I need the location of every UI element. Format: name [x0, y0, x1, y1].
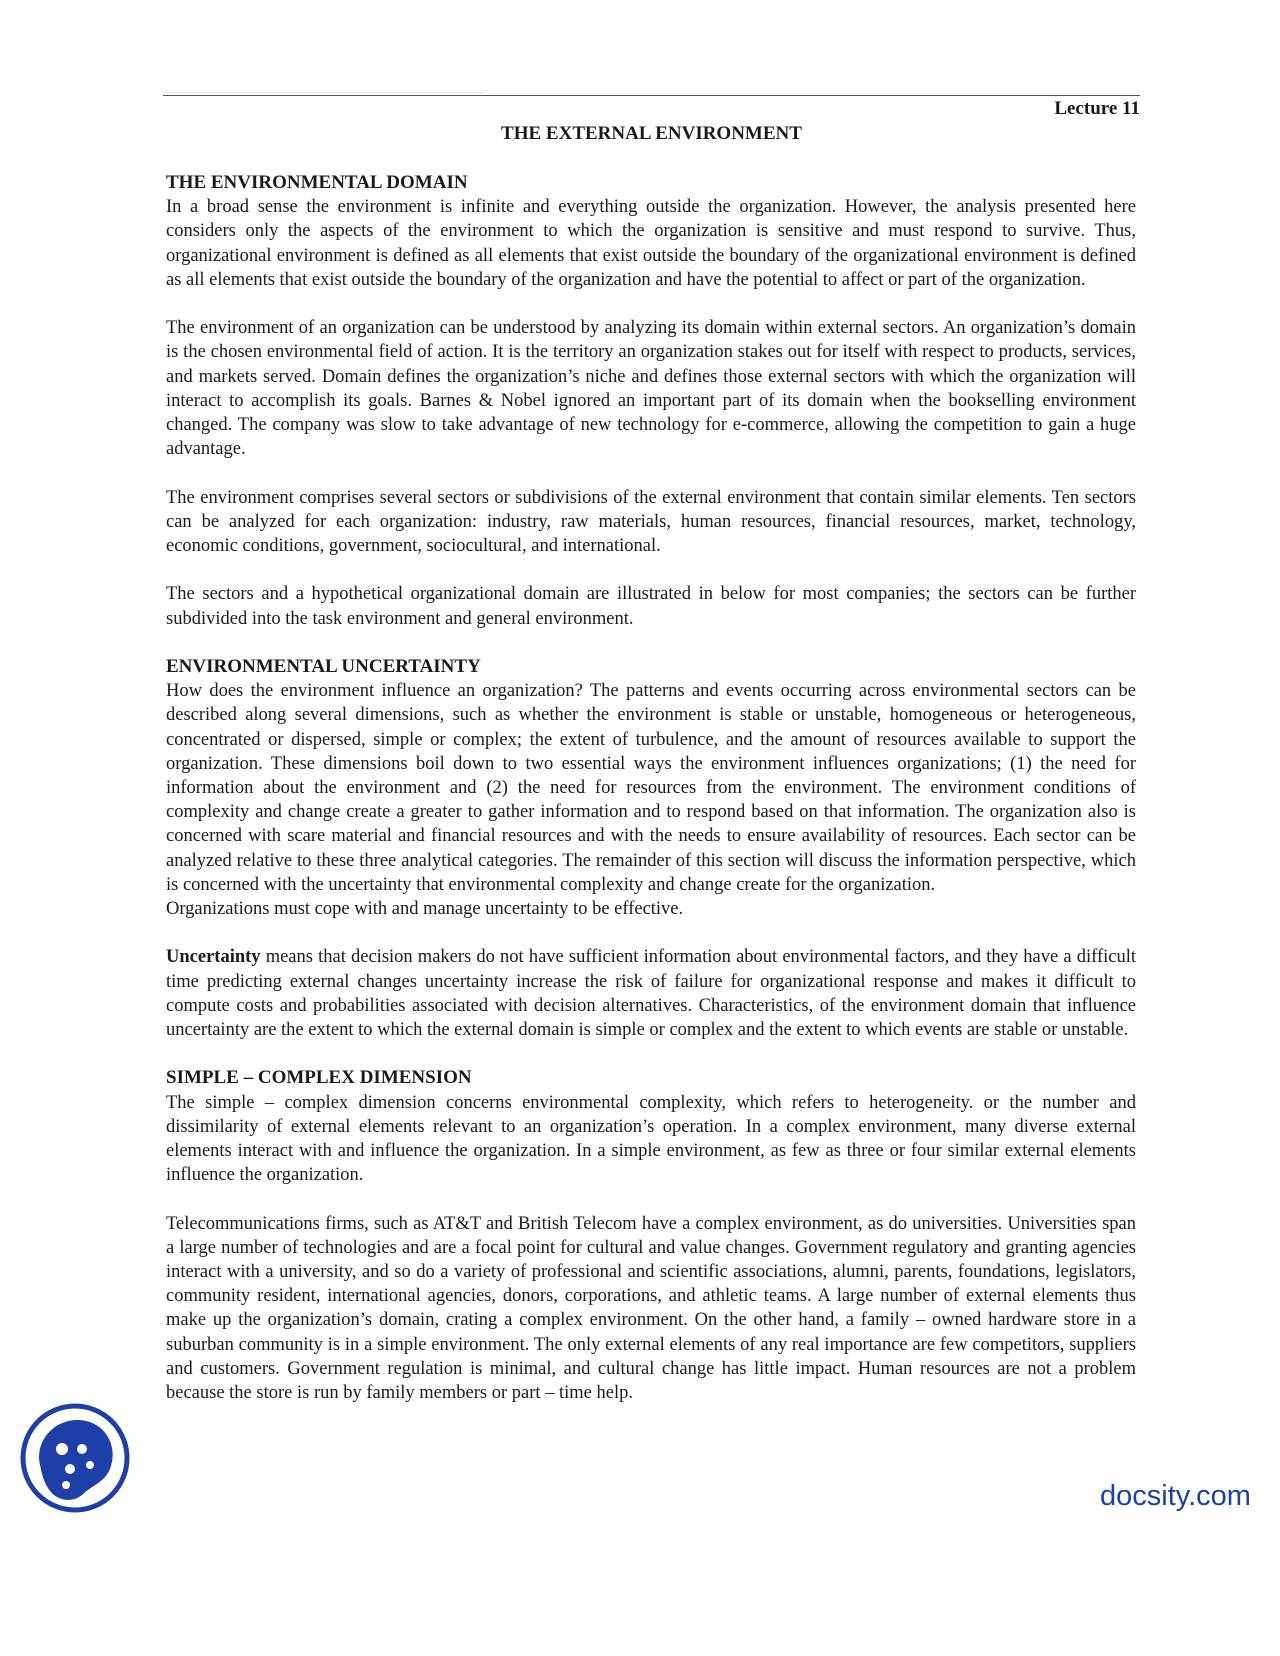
page-title: THE EXTERNAL ENVIRONMENT [501, 123, 802, 144]
header-running-line [163, 82, 483, 93]
term-definition: means that decision makers do not have sufficient information about environmental factors, and they have a difficult time predicting external changes uncertainty increase the risk of failure for organizational response and makes it difficult to compute costs and probabilities associated with decision alternatives. Characteristics, of the environment domain that influence uncertainty are the extent to which the external domain is simple or complex and the extent to which events are stable or unstable. [166, 947, 1136, 1041]
document-body [166, 171, 1136, 1429]
paragraph: The environment of an organization can be understood by analyzing its domain within external sectors. An organization’s domain is the chosen environmental field of action. It is the territory an organization stakes out for itself with respect to products, services, and markets served. Domain defines the organization’s niche and defines those external sectors with which the organization will interact to accomplish its goals. Barnes & Nobel ignored an important part of its domain when the bookselling environment changed. The company was slow to take advantage of new technology for e-commerce, allowing the competition to gain a huge advantage. [166, 318, 1136, 460]
paragraph: Organizations must cope with and manage uncertainty to be effective. [166, 899, 684, 920]
section-heading: ENVIRONMENTAL UNCERTAINTY [166, 656, 481, 677]
paragraph: The simple – complex dimension concerns environmental complexity, which refers to heterogeneity. or the number and dissimilarity of external elements relevant to an organization’s operation. In a complex environment, many diverse external elements interact with and influence the organization. In a simple environment, as few as three or four similar external elements influence the organization. [166, 1092, 1136, 1186]
lecture-number: Lecture 11 [1054, 98, 1140, 119]
section-heading: THE ENVIRONMENTAL DOMAIN [166, 172, 468, 193]
header-rule [163, 95, 1140, 96]
paragraph: How does the environment influence an organization? The patterns and events occurring across environmental sectors can be described along several dimensions, such as whether the environment is stable or unstable, homogeneous or heterogeneous, concentrated or dispersed, simple or complex; the extent of turbulence, and the amount of resources available to support the organization. These dimensions boil down to two essential ways the environment influences organizations; (1) the need for information about the environment and (2) the need for resources from the environment. The environment conditions of complexity and change create a greater to gather information and to respond based on that information. The organization also is concerned with scare material and financial resources and with the needs to ensure availability of resources. Each sector can be analyzed relative to these three analytical categories. The remainder of this section will discuss the information perspective, which is concerned with the uncertainty that environmental complexity and change create for the organization. [166, 681, 1136, 895]
paragraph-uncertainty [166, 945, 1136, 1042]
paragraph: In a broad sense the environment is infinite and everything outside the organization. However, the analysis presented here considers only the aspects of the environment to which the organization is sensitive and must respond to survive. Thus, organizational environment is defined as all elements that exist outside the boundary of the organizational environment is defined as all elements that exist outside the boundary of the organization and have the potential to affect or part of the organization. [166, 197, 1136, 290]
docsity-watermark-link[interactable]: docsity.com [1100, 1480, 1251, 1512]
section-heading: SIMPLE – COMPLEX DIMENSION [166, 1067, 472, 1089]
paragraph: The environment comprises several sectors or subdivisions of the external environment that contain similar elements. Ten sectors can be analyzed for each organization: industry, raw materials, human resources, financial resources, market, technology, economic conditions, government, sociocultural, and international. [166, 487, 1136, 557]
docsity-logo-icon[interactable] [20, 1403, 130, 1513]
paragraph: Telecommunications firms, such as AT&T and British Telecom have a complex environment, as do universities. Universities span a large number of technologies and are a focal point for cultural and value changes. Government regulatory and granting agencies interact with a university, and so do a variety of professional and scientific associations, alumni, parents, foundations, legislators, community resident, international agencies, donors, corporations, and athletic teams. A large number of external elements thus make up the organization’s domain, crating a complex environment. On the other hand, a family – owned hardware store in a suburban community is in a simple environment. The only external elements of any real importance are few competitors, suppliers and customers. Government regulation is minimal, and cultural change has little impact. Human resources are not a problem because the store is run by family members or part – time help. [166, 1213, 1136, 1404]
term-uncertainty: Uncertainty [166, 947, 261, 968]
paragraph: The sectors and a hypothetical organizational domain are illustrated in below for most companies; the sectors can be further subdivided into the task environment and general environment. [166, 584, 1136, 629]
